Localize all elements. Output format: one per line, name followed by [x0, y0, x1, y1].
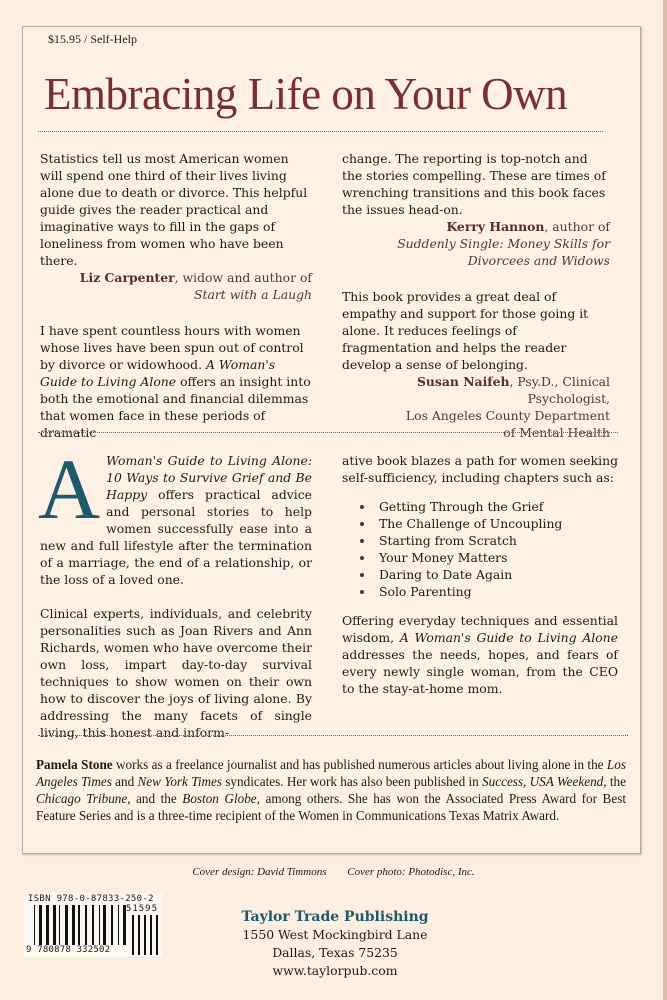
barcode-bar — [59, 905, 60, 945]
testimonial-text: This book provides a great deal of empathy and support for those going it alone. It reduces feelings of fragmentation and helps the reader develop a sense of belonging. — [342, 289, 589, 372]
description-left-column — [38, 441, 312, 741]
testimonial-text-continued: change. The reporting is top-notch and the stories compelling. These are times of wrenching transitions and this book faces the issues head-on. — [342, 151, 606, 217]
barcode-bar — [118, 905, 119, 945]
cover-design-credit: Cover design: David Timmons — [192, 866, 327, 878]
publisher-address-line2: Dallas, Texas 75235 — [272, 945, 398, 960]
drop-cap: A — [38, 441, 101, 537]
barcode-bar — [85, 905, 87, 945]
barcode-addon-bar — [132, 915, 134, 955]
barcode-bar — [65, 905, 68, 945]
testimonial-attribution: Kerry Hannon, author of Suddenly Single: Money Skills for Divorcees and Widows — [397, 219, 610, 268]
chapter-list — [342, 498, 618, 600]
chapter-item: Getting Through the Grief — [360, 498, 618, 515]
barcode-addon-bar — [144, 915, 146, 955]
testimonials-right-column — [342, 150, 610, 441]
testimonial-author: Liz Carpenter — [79, 270, 175, 285]
cover-photo-credit: Cover photo: Photodisc, Inc. — [347, 866, 475, 878]
isbn-barcode — [24, 893, 162, 957]
publisher-name: Taylor Trade Publishing — [241, 909, 429, 925]
dotted-divider — [38, 131, 603, 132]
description-paragraph: Offering everyday techniques and essential wisdom, A Woman's Guide to Living Alone addresses the needs, hopes, and fears of every newly single woman, from the CEO to the stay-at-home mom. — [342, 613, 618, 696]
barcode-addon-bar — [138, 915, 140, 955]
publisher-website: www.taylorpub.com — [272, 963, 398, 978]
author-name: Pamela Stone — [36, 757, 113, 772]
chapter-item: Starting from Scratch — [360, 532, 618, 549]
price-category: $15.95 / Self-Help — [48, 32, 137, 46]
author-bio: Pamela Stone works as a freelance journalist and has published numerous articles about living alone in the Los Angeles Times and New York Times syndicates. Her work has also been published in Success, USA Weekend, the Chicago Tribune, and the Boston Globe, among others. She has won the Associated Press Award for Best Feature Series and is a three-time recipient of the Women in Communications Texas Matrix Award. — [36, 757, 626, 823]
price-code: 51595 — [125, 904, 158, 914]
chapter-item: Solo Parenting — [360, 583, 618, 600]
barcode-bar — [99, 905, 100, 945]
barcode-bar — [111, 905, 113, 945]
barcode-bar — [123, 905, 126, 945]
dotted-divider — [38, 432, 618, 433]
description-right-column — [342, 452, 618, 697]
barcode-bar — [34, 905, 35, 945]
testimonial-author: Kerry Hannon — [446, 219, 545, 234]
barcode-addon-bar — [156, 915, 158, 955]
dotted-divider — [38, 735, 628, 736]
barcode-bar — [103, 905, 106, 945]
testimonial-text: Statistics tell us most American women will spend one third of their lives living alone due to death or divorce. This helpful guide gives the reader practical and imaginative ways to fill in the gaps of loneliness from women who have been there. — [40, 151, 308, 268]
book-title: Embracing Life on Your Own — [44, 69, 568, 119]
testimonial-work: Start with a Laugh — [194, 287, 312, 302]
testimonial-author: Susan Naifeh — [416, 374, 510, 389]
cover-credits — [0, 866, 667, 878]
testimonial-attribution: Liz Carpenter, widow and author of Start with a Laugh — [79, 270, 312, 302]
ean-number: 9 780878 332502 — [26, 945, 111, 955]
publisher-address-line1: 1550 West Mockingbird Lane — [242, 927, 428, 942]
barcode-addon-bar — [150, 915, 152, 955]
isbn-label: ISBN 978-0-87833-250-2 — [28, 894, 154, 904]
chapter-item: The Challenge of Uncoupling — [360, 515, 618, 532]
testimonial-attribution: Susan Naifeh, Psy.D., Clinical Psychologist, Los Angeles County Department of Mental Health — [405, 374, 610, 440]
chapter-item: Daring to Date Again — [360, 566, 618, 583]
barcode-bar — [46, 905, 49, 945]
description-paragraph: Clinical experts, individuals, and celebrity personalities such as Joan Rivers and Ann Richards, women who have overcome their own loss, impart day-to-day survival techniques to show women on their own how to discover the joys of living alone. By addressing the many facets of single living, this honest and inform- — [40, 606, 312, 740]
cover-edge-strip — [663, 0, 667, 1000]
barcode-bar — [72, 905, 75, 945]
barcode-bar — [39, 905, 42, 945]
testimonial-text: I have spent countless hours with women whose lives have been spun out of control by divorce or widowhood. A Woman's Guide to Living Alone offers an insight into both the emotional and financial dilemmas that women face in these periods of dramatic — [40, 323, 311, 440]
barcode-bar — [92, 905, 94, 945]
description-intro: A Woman's Guide to Living Alone: 10 Ways to Survive Grief and Be Happy offers practical advice and personal stories to help women successfully ease into a new and full lifestyle after the termination of a marriage, the end of a relationship, or the loss of a loved one. — [38, 441, 312, 587]
chapter-item: Your Money Matters — [360, 549, 618, 566]
testimonials-left-column — [40, 150, 312, 441]
barcode-bar — [53, 905, 56, 945]
publisher-block — [200, 908, 470, 980]
description-paragraph-continued: ative book blazes a path for women seeking self-sufficiency, including chapters such as: — [342, 453, 618, 485]
barcode-bar — [78, 905, 80, 945]
